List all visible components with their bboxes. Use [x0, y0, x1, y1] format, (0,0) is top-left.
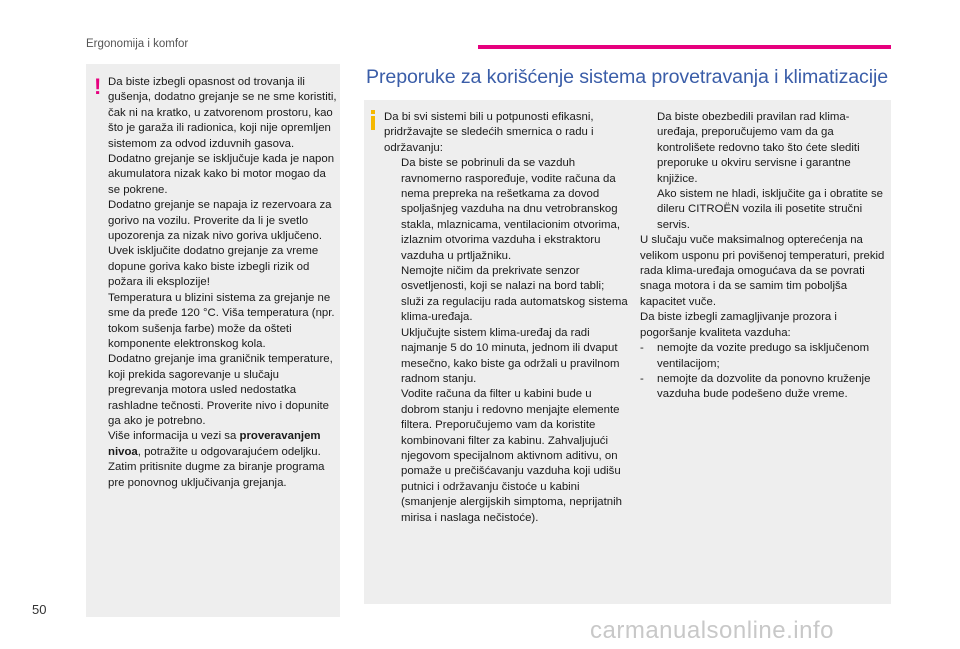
- list-item: [640, 110, 888, 187]
- header-accent-rule: [478, 45, 891, 49]
- more-info-suffix: , potražite u odgovarajućem odeljku.: [137, 445, 321, 458]
- warning-text: [108, 75, 338, 491]
- header-title: Ergonomija i komfor: [86, 38, 189, 50]
- list-item: [384, 156, 630, 264]
- exclamation-icon: !: [94, 74, 102, 99]
- list-item-text: Da biste se pobrinuli da se vazduh ravnomerno raspoređuje, vodite računa da nema prepreka na rešetkama za dovod spoljašnjeg vazduha na dnu vetrobranskog stakla, mlaznicama, ventilacionim otvorima, izlaznim otvorima vazduha i ekstraktoru vazduha u prtljažniku.: [401, 157, 621, 262]
- list-item-text: Ako sistem ne hladi, isključite ga i obratite se dileru CITROËN vozila ili posetite stručni servis.: [657, 188, 884, 231]
- list-item-text: Da biste obezbedili pravilan rad klima-uređaja, preporučujemo vam da ga kontrolišete redovno tako što ćete slediti preporuke u okviru servisne i garantne knjižice.: [657, 111, 860, 185]
- list-item-text: nemojte da vozite predugo sa isključenom ventilacijom;: [657, 342, 870, 370]
- dash-marker: -: [640, 372, 644, 385]
- list-item: [384, 387, 630, 526]
- towing-paragraph: U slučaju vuče maksimalnog opterećenja na velikom usponu pri povišenoj temperaturi, prekid rada klima-uređaja omogućava da se povrati snaga motora i da se samim tim poboljša kapacitet vuče.: [640, 234, 885, 308]
- info-column-1: [384, 110, 630, 526]
- list-item: [640, 187, 888, 233]
- list-item: [640, 372, 888, 403]
- list-item-text: Nemojte ničim da prekrivate senzor osvetljenosti, koji se nalazi na bord tabli; služi za regulaciju rada automatskog sistema klima-uređaja.: [401, 265, 628, 324]
- fogging-paragraph: Da biste izbegli zamagljivanje prozora i pogoršanje kvaliteta vazduha:: [640, 311, 837, 339]
- page-number: 50: [32, 602, 47, 617]
- list-item: [384, 264, 630, 326]
- list-item: [640, 341, 888, 372]
- warning-paragraph: Dodatno grejanje ima graničnik temperature, koji prekida sagorevanje u slučaju pregrevanja motora usled nedostatka rashladne tečnosti. Proverite nivo i dopunite ga ako je potrebno.: [108, 353, 333, 427]
- list-item-text: Vodite računa da filter u kabini bude u dobrom stanju i redovno menjajte elemente filtera. Preporučujemo vam da koristite kombinovani filter za kabinu. Zahvaljujući njegovom specijalnom aktivnom aditivu, on pomaže u prečišćavanju vazduha koji udišu putnici i održavanju čistoće u kabini (smanjenje alergijskih simptoma, neprijatnih mirisa i naslaga nečistoće).: [401, 388, 622, 524]
- more-info-link-text: proveravanjem nivoa: [108, 430, 321, 458]
- info-column-2: [640, 110, 888, 403]
- warning-paragraph: Dodatno grejanje se isključuje kada je napon akumulatora nizak kako bi motor mogao da se pokrene.: [108, 153, 335, 196]
- dash-marker: -: [640, 342, 644, 355]
- list-item: [384, 326, 630, 388]
- list-item-text: nemojte da dozvolite da ponovno kruženje vazduha bude podešeno duže vreme.: [657, 372, 871, 401]
- section-heading: Preporuke za korišćenje sistema provetravanja i klimatizacije: [366, 66, 889, 88]
- info-icon: [370, 110, 376, 130]
- warning-paragraph: Temperatura u blizini sistema za grejanje ne sme da pređe 120 °C. Viša temperatura (npr. tokom sušenja farbe) može da ošteti komponente elektronskog kola.: [108, 291, 335, 350]
- more-info-paragraph: [108, 429, 338, 460]
- intro-paragraph: Da bi svi sistemi bili u potpunosti efikasni, pridržavajte se sledećih smernica o radu i održavanju:: [384, 111, 594, 154]
- more-info-prefix: Više informacija u vezi sa: [108, 430, 240, 443]
- warning-paragraph: Dodatno grejanje se napaja iz rezervoara za gorivo na vozilu. Proverite da li je svetlo upozorenja za nizak nivo goriva uključeno. Uvek isključite dodatno grejanje za vreme dopune goriva kako biste izbegli rizik od požara ili eksplozije!: [108, 199, 332, 289]
- list-item-text: Uključujte sistem klima-uređaj da radi najmanje 5 do 10 minuta, jednom ili dvaput mesečno, kako biste ga održali u pravilnom radnom stanju.: [401, 326, 620, 385]
- watermark: carmanualsonline.info: [590, 617, 834, 644]
- warning-paragraph: Da biste izbegli opasnost od trovanja ili gušenja, dodatno grejanje se ne sme koristiti, čak ni na kratko, u zatvorenom prostoru, kao što je garaža ili radionica, koji nije opremljen sistemom za odvod izduvnih gasova.: [108, 76, 337, 150]
- warning-paragraph: Zatim pritisnite dugme za biranje programa pre ponovnog uključivanja grejanja.: [108, 461, 325, 489]
